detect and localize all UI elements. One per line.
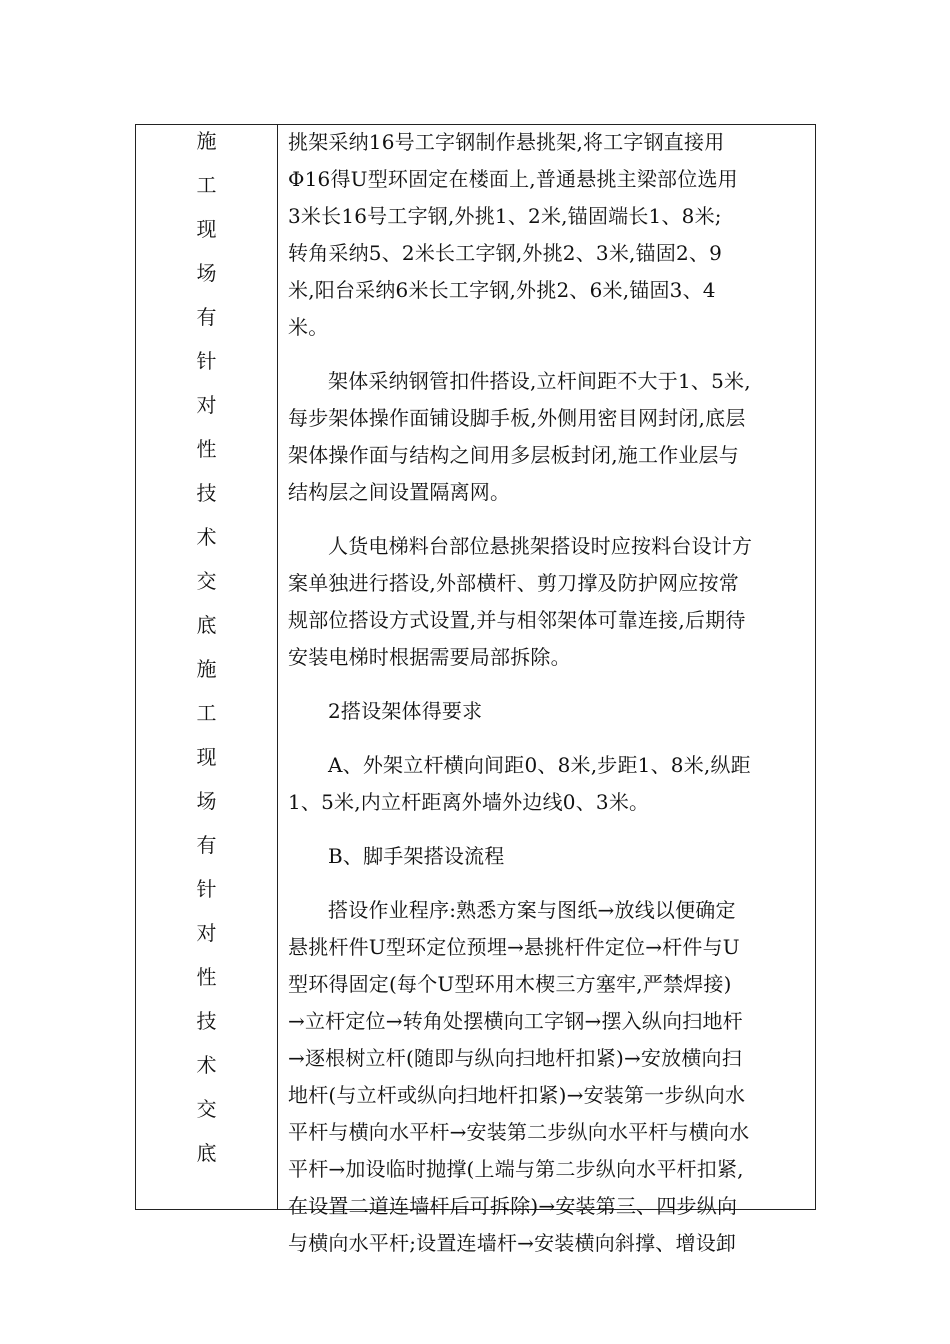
label-char: 交 (196, 569, 217, 593)
label-char: 场 (196, 261, 217, 285)
paragraph-line: 转角采纳5、2米长工字钢,外挑2、3米,锚固2、9 (288, 241, 723, 265)
content-cell (280, 125, 812, 1255)
label-char: 性 (196, 437, 217, 461)
label-char: 交 (196, 1097, 217, 1121)
section-label-cell (136, 125, 278, 1209)
paragraph-line: 与横向水平杆;设置连墙杆→安装横向斜撑、增设卸 (288, 1231, 737, 1255)
paragraph-line: 平杆→加设临时抛撑(上端与第二步纵向水平杆扣紧, (288, 1157, 744, 1181)
content-paragraph (288, 892, 812, 1262)
paragraph-line: 2搭设架体得要求 (328, 699, 483, 723)
paragraph-gap (288, 875, 812, 892)
paragraph-gap (288, 511, 812, 528)
label-char: 场 (196, 789, 217, 813)
label-char: 对 (196, 921, 217, 945)
paragraph-line: →逐根树立杆(随即与纵向扫地杆扣紧)→安放横向扫 (288, 1046, 742, 1070)
label-char: 底 (196, 1141, 217, 1165)
label-char: 底 (196, 613, 217, 637)
label-char: 技 (196, 481, 217, 505)
content-paragraph (288, 693, 812, 730)
paragraph-line: 每步架体操作面铺设脚手板,外侧用密目网封闭,底层 (288, 406, 746, 430)
label-char: 现 (196, 745, 217, 769)
label-char: 现 (196, 217, 217, 241)
paragraph-line: 搭设作业程序:熟悉方案与图纸→放线以便确定 (328, 898, 736, 922)
paragraph-line: 1、5米,内立杆距离外墙外边线0、3米。 (288, 790, 650, 814)
paragraph-gap (288, 821, 812, 838)
label-char: 术 (196, 1053, 217, 1077)
paragraph-line: 米。 (288, 315, 329, 339)
paragraph-line: 规部位搭设方式设置,并与相邻架体可靠连接,后期待 (288, 608, 746, 632)
content-paragraph (288, 747, 812, 821)
paragraph-gap (288, 730, 812, 747)
content-paragraph (288, 838, 812, 875)
label-char: 有 (196, 833, 217, 857)
content-paragraph (288, 124, 812, 346)
paragraph-line: 安装电梯时根据需要局部拆除。 (288, 645, 571, 669)
label-char: 有 (196, 305, 217, 329)
paragraph-line: 地杆(与立杆或纵向扫地杆扣紧)→安装第一步纵向水 (288, 1083, 746, 1107)
paragraph-line: 3米长16号工字钢,外挑1、2米,锚固端长1、8米; (288, 204, 722, 228)
label-char: 施 (196, 129, 217, 153)
paragraph-line: 米,阳台采纳6米长工字钢,外挑2、6米,锚固3、4 (288, 278, 716, 302)
paragraph-line: 架体采纳钢管扣件搭设,立杆间距不大于1、5米, (328, 369, 751, 393)
paragraph-line: 悬挑杆件U型环定位预埋→悬挑杆件定位→杆件与U (288, 935, 740, 959)
paragraph-line: 挑架采纳16号工字钢制作悬挑架,将工字钢直接用 (288, 130, 725, 154)
paragraph-line: →立杆定位→转角处摆横向工字钢→摆入纵向扫地杆 (288, 1009, 743, 1033)
paragraph-gap (288, 676, 812, 693)
label-char: 工 (196, 173, 217, 197)
paragraph-line: A、外架立杆横向间距0、8米,步距1、8米,纵距 (328, 753, 751, 777)
paragraph-line: B、脚手架搭设流程 (328, 844, 505, 868)
paragraph-line: 结构层之间设置隔离网。 (288, 480, 511, 504)
label-char: 对 (196, 393, 217, 417)
content-paragraph (288, 528, 812, 676)
label-char: 术 (196, 525, 217, 549)
label-char: 工 (196, 701, 217, 725)
paragraph-line: Φ16得U型环固定在楼面上,普通悬挑主梁部位选用 (288, 167, 738, 191)
label-char: 针 (196, 349, 217, 373)
paragraph-gap (288, 346, 812, 363)
content-paragraph (288, 363, 812, 511)
label-char: 针 (196, 877, 217, 901)
disclosure-table (135, 124, 816, 1255)
paragraph-line: 案单独进行搭设,外部横杆、剪刀撑及防护网应按常 (288, 571, 739, 595)
paragraph-line: 在设置二道连墙杆后可拆除)→安装第三、四步纵向 (288, 1194, 738, 1218)
paragraph-line: 架体操作面与结构之间用多层板封闭,施工作业层与 (288, 443, 739, 467)
paragraph-line: 人货电梯料台部位悬挑架搭设时应按料台设计方 (328, 534, 753, 558)
label-char: 性 (196, 965, 217, 989)
label-char: 技 (196, 1009, 217, 1033)
paragraph-line: 平杆与横向水平杆→安装第二步纵向水平杆与横向水 (288, 1120, 750, 1144)
label-char: 施 (196, 657, 217, 681)
paragraph-line: 型环得固定(每个U型环用木楔三方塞牢,严禁焊接) (288, 972, 732, 996)
